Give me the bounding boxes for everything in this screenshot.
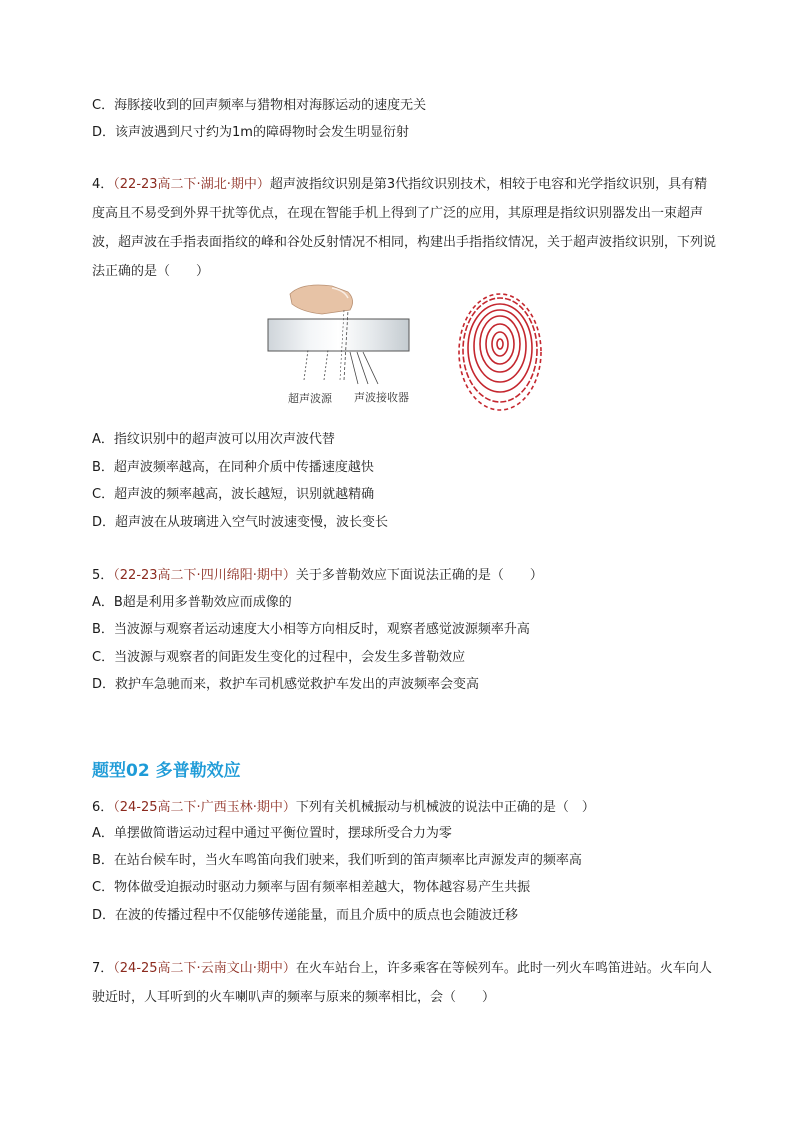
prev-option-c: C．海豚接收到的回声频率与猎物相对海豚运动的速度无关 [92, 98, 427, 113]
question-number: 4． [92, 177, 114, 192]
question-source: （22-23高二下·四川绵阳·期中） [113, 568, 296, 583]
question-text: 超声波指纹识别是第3代指纹识别技术，相较于电容和光学指纹识别，具有精度高且不易受到外界干扰等优点，在现在智能手机上得到了广泛的应用，其原理是指纹识别器发出一束超声波，超声波在手指表面指纹的峰和谷处反射情况不相同，构建出手指指纹情况，关于超声波指纹识别，下列说法正确的是（ ） [92, 177, 717, 279]
question-text: 关于多普勒效应下面说法正确的是（ ） [295, 568, 543, 583]
question-6-option-b: B．在站台候车时，当火车鸣笛向我们驶来，我们听到的笛声频率比声源发声的频率高 [92, 853, 582, 868]
question-6-option-a: A．单摆做简谐运动过程中通过平衡位置时，摆球所受合力为零 [92, 826, 452, 841]
glass-plate [268, 319, 409, 351]
question-4-option-d: D．超声波在从玻璃进入空气时波速变慢，波长变长 [92, 515, 389, 530]
question-6-option-c: C．物体做受迫振动时驱动力频率与固有频率相差越大，物体越容易产生共振 [92, 880, 531, 895]
question-text: 在火车站台上，许多乘客在等候列车。此时一列火车鸣笛进站。火车向人驶近时，人耳听到的火车喇叭声的频率与原来的频率相比，会（ ） [92, 961, 712, 1005]
question-number: 5． [92, 568, 114, 583]
question-6-option-d: D．在波的传播过程中不仅能够传递能量，而且介质中的质点也会随波迁移 [92, 908, 519, 923]
finger-shape [290, 285, 353, 314]
question-6-stem [92, 798, 595, 818]
question-number: 7． [92, 961, 114, 976]
question-text: 下列有关机械振动与机械波的说法中正确的是（ ） [295, 800, 595, 815]
question-4-option-a: A．指纹识别中的超声波可以用次声波代替 [92, 432, 335, 447]
question-5-option-b: B．当波源与观察者运动速度大小相等方向相反时，观察者感觉波源频率升高 [92, 622, 530, 637]
question-5-option-c: C．当波源与观察者的间距发生变化的过程中，会发生多普勒效应 [92, 650, 466, 665]
label-receiver: 声波接收器 [354, 391, 409, 404]
question-source: （24-25高二下·云南文山·期中） [113, 961, 296, 976]
question-number: 6． [92, 800, 114, 815]
question-source: （24-25高二下·广西玉林·期中） [113, 800, 296, 815]
question-source: （22-23高二下·湖北·期中） [113, 177, 270, 192]
fingerprint-image [459, 294, 541, 410]
prev-option-d: D．该声波遇到尺寸约为1m的障碍物时会发生明显衍射 [92, 125, 409, 140]
question-5-stem [92, 566, 543, 586]
ultrasonic-fingerprint-figure [262, 280, 562, 420]
question-5-option-d: D．救护车急驰而来，救护车司机感觉救护车发出的声波频率会变高 [92, 677, 480, 692]
label-source: 超声波源 [288, 392, 332, 405]
question-7-stem [92, 954, 720, 1012]
section-heading: 题型02 多普勒效应 [92, 761, 241, 781]
question-4-option-b: B．超声波频率越高，在同种介质中传播速度越快 [92, 460, 374, 475]
question-4-stem [92, 170, 720, 286]
question-4-option-c: C．超声波的频率越高，波长越短，识别就越精确 [92, 487, 375, 502]
question-5-option-a: A．B超是利用多普勒效应而成像的 [92, 595, 292, 610]
